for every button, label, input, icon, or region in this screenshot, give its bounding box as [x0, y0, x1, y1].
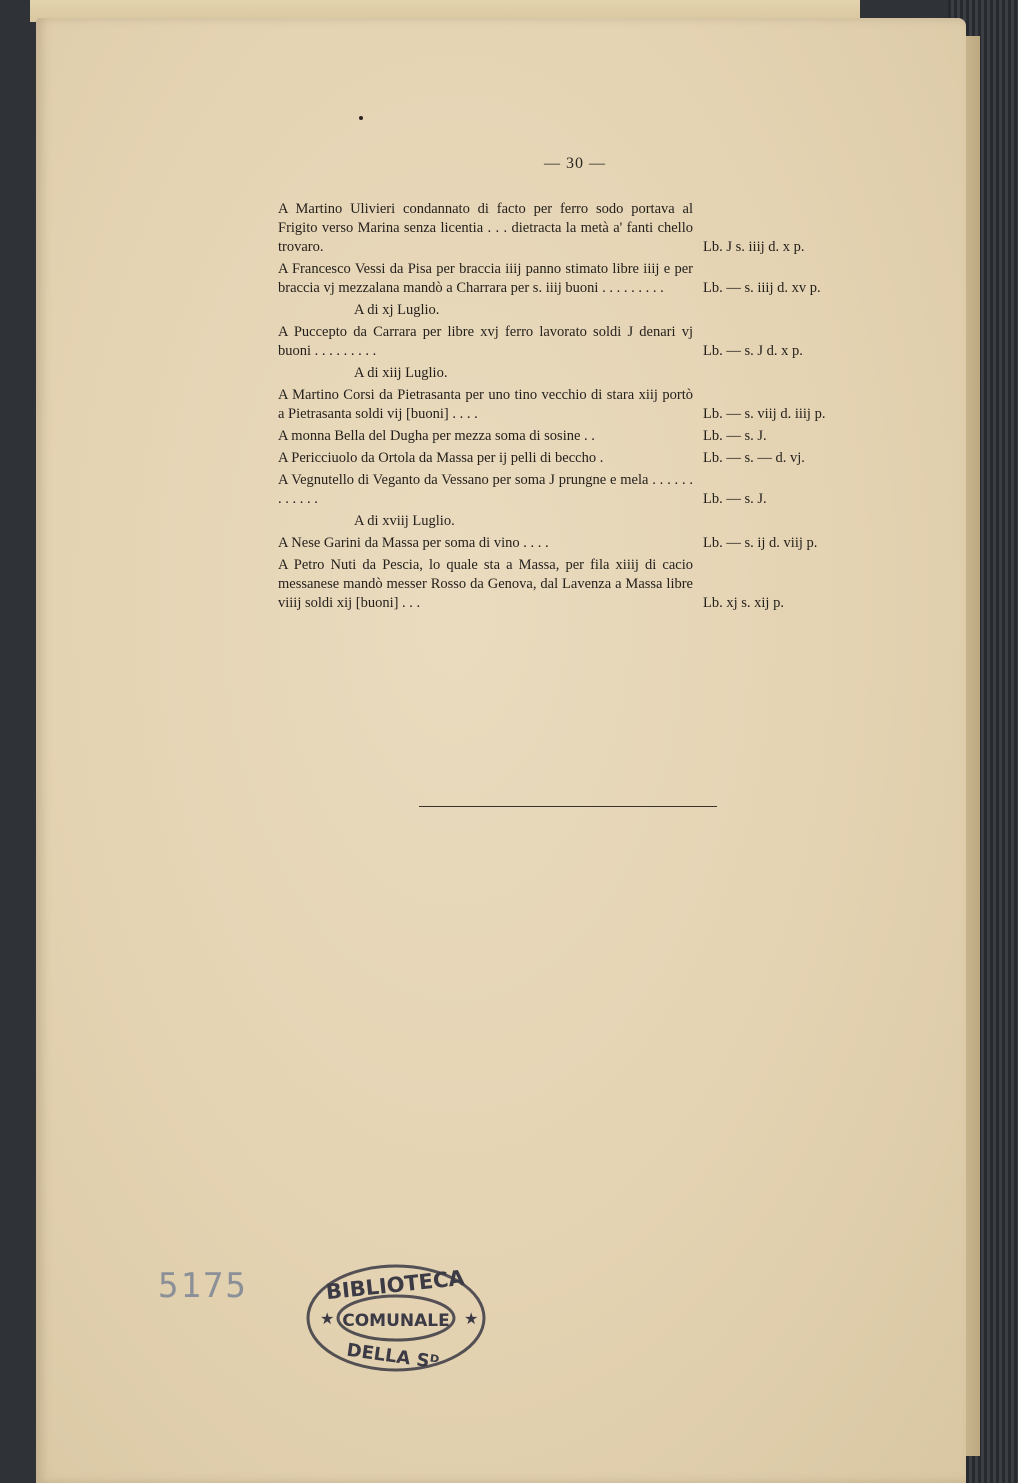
entry-amount: Lb. — s. viij d. iiij p.: [703, 406, 826, 422]
ledger-entry: [278, 471, 878, 509]
stamp-star-icon: ★: [320, 1309, 335, 1328]
entry-text: A Pericciuolo da Ortola da Massa per ij pelli di beccho .: [278, 450, 604, 466]
stamp-top-text: BIBLIOTECA: [324, 1265, 466, 1305]
section-rule: [419, 806, 717, 807]
inventory-number: 5175: [158, 1266, 248, 1306]
entry-dateline: A di xj Luglio.: [354, 302, 440, 318]
entry-dateline: A di xiij Luglio.: [354, 365, 448, 381]
entry-amount: Lb. — s. J.: [703, 428, 767, 444]
ledger-entry: [278, 449, 878, 468]
ledger-entry: [278, 260, 878, 298]
entry-dateline: A di xviij Luglio.: [354, 513, 455, 529]
entry-text: A Vegnutello di Veganto da Vessano per soma J prungne e mela . . . . . . . . . . . .: [278, 472, 693, 507]
ink-speck: [359, 116, 363, 120]
ledger-entry: [278, 534, 878, 553]
entry-amount: Lb. — s. J.: [703, 491, 767, 507]
entry-amount: Lb. xj s. xij p.: [703, 595, 784, 611]
entry-text: A monna Bella del Dugha per mezza soma di sosine . .: [278, 428, 595, 444]
entry-amount: Lb. — s. ij d. viij p.: [703, 535, 818, 551]
entry-amount: Lb. — s. J d. x p.: [703, 343, 803, 359]
entry-text: A Martino Ulivieri condannato di facto per ferro sodo portava al Frigito verso Marina senza licentia . . . dietracta la metà a' fanti chello trovaro.: [278, 201, 693, 255]
ledger-entries: [278, 200, 878, 616]
entry-text: A Puccepto da Carrara per libre xvj ferro lavorato soldi J denari vj buoni . . . . . . . . .: [278, 324, 693, 359]
ledger-entry: [278, 556, 878, 613]
ledger-entry: [278, 386, 878, 424]
entry-amount: Lb. J s. iiij d. x p.: [703, 239, 805, 255]
entry-amount: Lb. — s. iiij d. xv p.: [703, 280, 821, 296]
entry-text: A Francesco Vessi da Pisa per braccia iiij panno stimato libre iiij e per braccia vj mezzalana mandò a Charrara per s. iiij buoni . . . . . . . . .: [278, 261, 693, 296]
stamp-bottom-text: DELLA Sᴰ: [345, 1339, 441, 1374]
stamp-star-icon: ★: [464, 1309, 479, 1328]
entry-text: A Petro Nuti da Pescia, lo quale sta a Massa, per fila xiiij di cacio messanese mandò messer Rosso da Genova, dal Lavenza a Massa libre viiij soldi xij [buoni] . . .: [278, 557, 693, 611]
entry-text: A Martino Corsi da Pietrasanta per uno tino vecchio di stara xiij portò a Pietrasanta soldi vij [buoni] . . . .: [278, 387, 693, 422]
entry-amount: Lb. — s. — d. vj.: [703, 450, 805, 466]
ledger-entry: [278, 427, 878, 446]
entry-text: A Nese Garini da Massa per soma di vino . . . .: [278, 535, 549, 551]
stamp-middle-text: COMUNALE: [342, 1311, 450, 1331]
ledger-entry: [278, 200, 878, 257]
page-number: — 30 —: [544, 155, 606, 172]
library-stamp: [300, 1258, 492, 1380]
ledger-entry: [278, 323, 878, 361]
